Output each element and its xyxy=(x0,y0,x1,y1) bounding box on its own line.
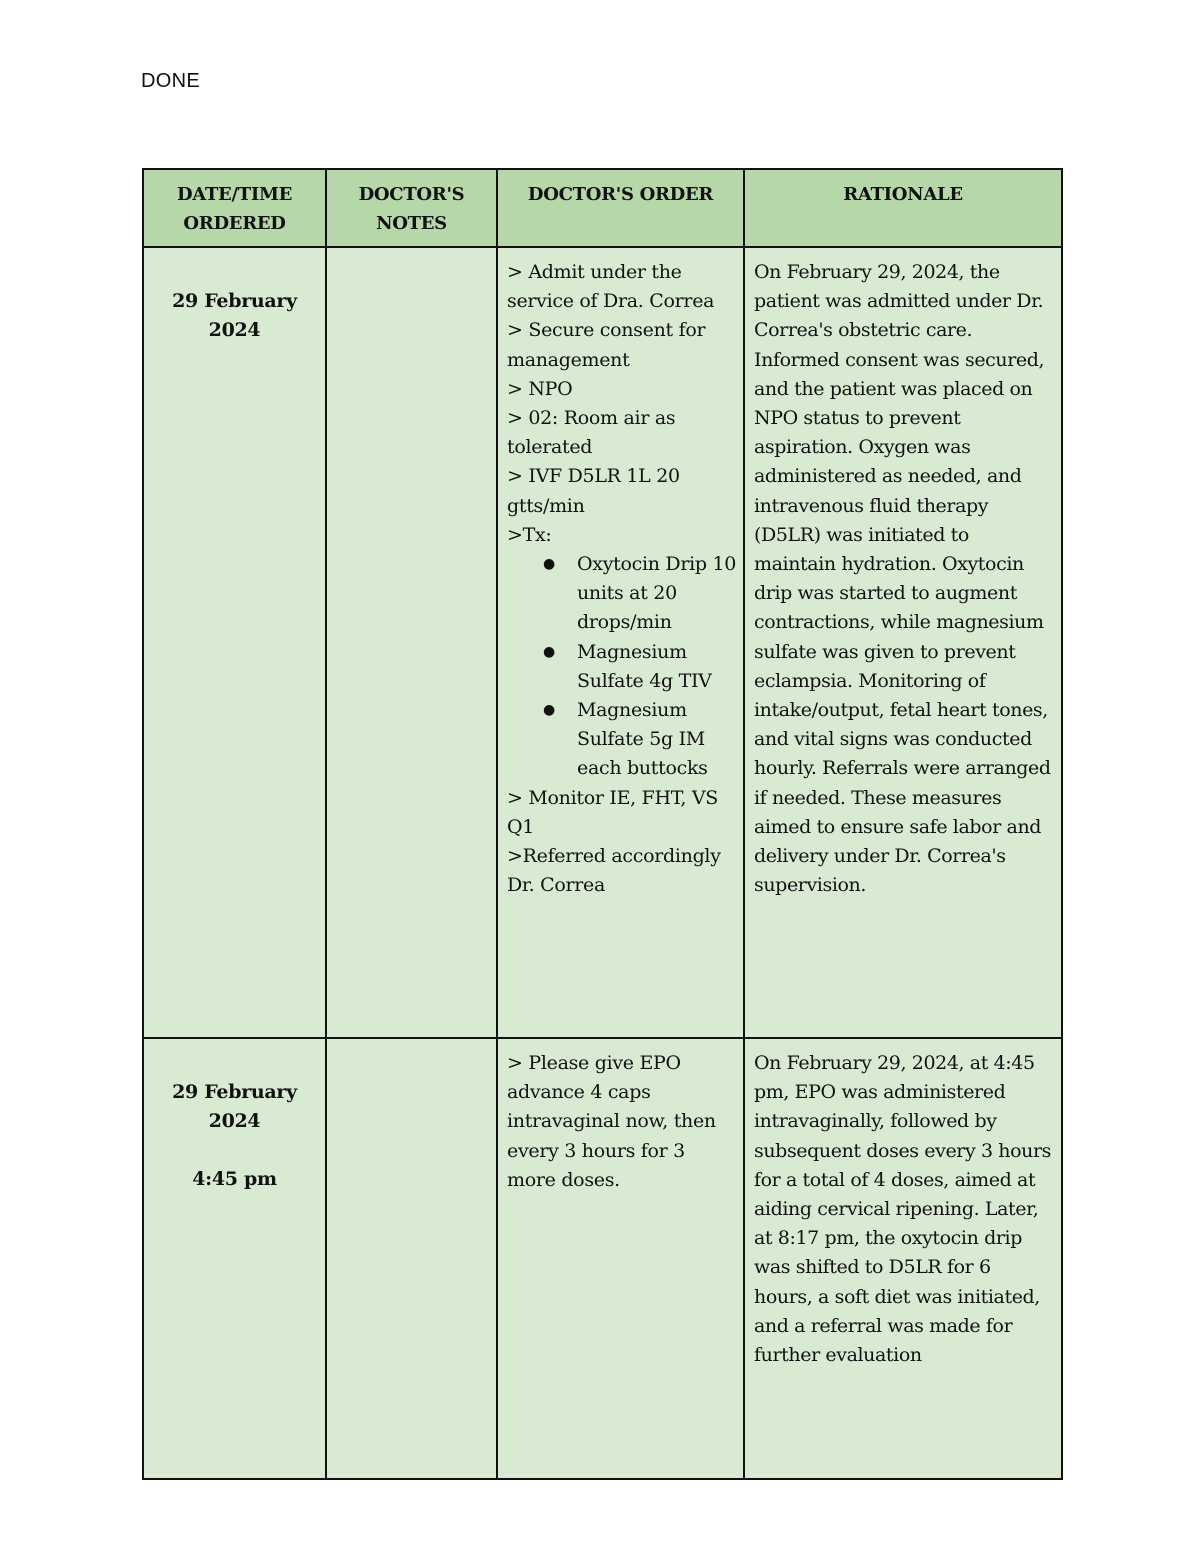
treatment-text: Magnesium Sulfate 5g IM each buttocks xyxy=(577,699,708,780)
order-line: > Please give EPO advance 4 caps intravaginal now, then every 3 hours for 3 more doses. xyxy=(507,1052,716,1191)
bullet-icon: ● xyxy=(543,702,555,719)
treatment-item xyxy=(543,550,737,638)
doctors-orders-table xyxy=(142,168,1063,1480)
table-row xyxy=(143,1038,1062,1479)
order-signature: Dr. Correa xyxy=(507,874,606,897)
header-doctors-notes: DOCTOR'S NOTES xyxy=(326,169,497,247)
order-line: > Admit under the service of Dra. Correa xyxy=(507,261,715,313)
header-doctors-order: DOCTOR'S ORDER xyxy=(497,169,744,247)
document-status-label: DONE xyxy=(141,70,200,92)
table-header-row xyxy=(143,169,1062,247)
header-date-time: DATE/TIME ORDERED xyxy=(143,169,326,247)
order-date: 29 February 2024 xyxy=(172,290,297,342)
order-line: > Monitor IE, FHT, VS Q1 xyxy=(507,786,718,838)
order-line: >Referred accordingly xyxy=(507,845,721,868)
table-row xyxy=(143,247,1062,1038)
order-time: 4:45 pm xyxy=(192,1168,277,1191)
order-line: > IVF D5LR 1L 20 gtts/min xyxy=(507,465,680,517)
rationale-cell: On February 29, 2024, the patient was admitted under Dr. Correa's obstetric care. Informed consent was secured, and the patient was placed on NPO status to prevent aspiration. Oxygen was administered as needed, and intravenous fluid therapy (D5LR) was initiated to maintain hydration. Oxytocin drip was started to augment contractions, while magnesium sulfate was given to prevent eclampsia. Monitoring of intake/output, fetal heart tones, and vital signs was conducted hourly. Referrals were arranged if needed. These measures aimed to ensure safe labor and delivery under Dr. Correa's supervision. xyxy=(744,247,1062,1038)
treatment-list xyxy=(507,550,737,784)
order-line: > NPO xyxy=(507,377,573,400)
header-rationale: RATIONALE xyxy=(744,169,1062,247)
order-cell xyxy=(497,247,744,1038)
treatment-item xyxy=(543,696,737,784)
bullet-icon: ● xyxy=(543,643,555,660)
notes-cell xyxy=(326,1038,497,1479)
rationale-cell: On February 29, 2024, at 4:45 pm, EPO was administered intravaginally, followed by subsequent doses every 3 hours for a total of 4 doses, aimed at aiding cervical ripening. Later, at 8:17 pm, the oxytocin drip was shifted to D5LR for 6 hours, a soft diet was initiated, and a referral was made for further evaluation xyxy=(744,1038,1062,1479)
order-line: > Secure consent for management xyxy=(507,319,706,371)
date-cell xyxy=(143,1038,326,1479)
date-cell xyxy=(143,247,326,1038)
order-date: 29 February 2024 xyxy=(172,1081,297,1133)
treatment-item xyxy=(543,638,737,696)
notes-cell xyxy=(326,247,497,1038)
treatment-text: Magnesium Sulfate 4g TIV xyxy=(577,640,712,692)
order-line: >Tx: xyxy=(507,523,552,546)
bullet-icon: ● xyxy=(543,556,555,573)
order-cell xyxy=(497,1038,744,1479)
order-line: > 02: Room air as tolerated xyxy=(507,407,676,459)
treatment-text: Oxytocin Drip 10 units at 20 drops/min xyxy=(577,553,737,634)
